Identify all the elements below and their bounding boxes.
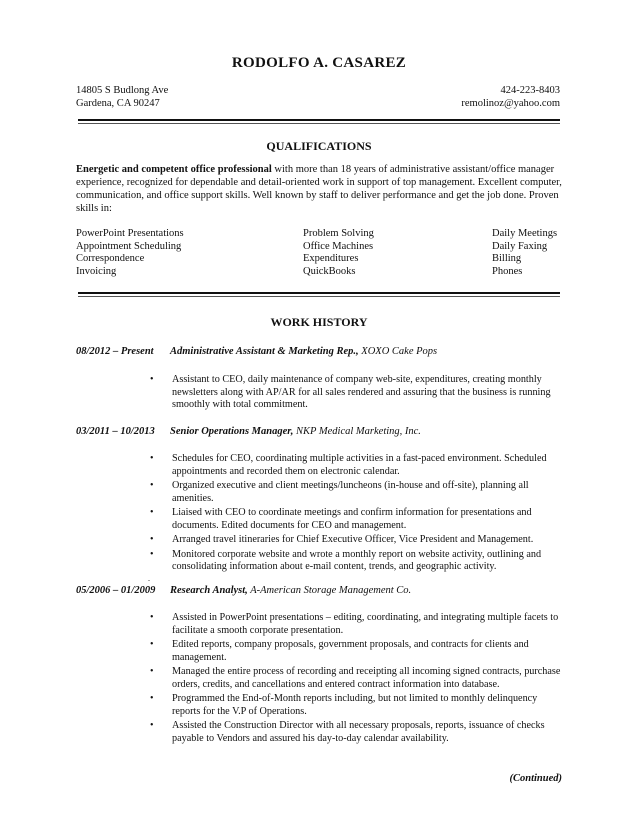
skill-item: Invoicing xyxy=(76,265,117,277)
phone-number: 424-223-8403 xyxy=(500,85,560,96)
job-duties-list xyxy=(170,374,562,414)
skill-item: Phones xyxy=(492,265,523,277)
qualifications-divider xyxy=(78,292,560,294)
summary-bold-lead: Energetic and competent office professional xyxy=(76,164,272,175)
qualifications-divider-thin xyxy=(78,296,560,297)
continued-note: (Continued) xyxy=(509,773,562,784)
skill-item: Billing xyxy=(492,253,522,264)
list-item: • Monitored corporate website and wrote a monthly report on website activity, outlining and consolidating information about e-mail content, trends, and geographic activity. xyxy=(170,549,562,574)
job-title-line xyxy=(170,426,421,437)
list-item: • Schedules for CEO, coordinating multiple activities in a fast-paced environment. Scheduled appointments and recorded them on electronic calendar. xyxy=(170,453,562,478)
address-line-1: 14805 S Budlong Ave xyxy=(76,85,169,96)
job-duties-list xyxy=(170,612,562,747)
list-item: • Programmed the End-of-Month reports including, but not limited to monthly delinquency reports for the V.P of Operations. xyxy=(170,693,562,718)
skill-item: Daily Faxing xyxy=(492,240,548,252)
skill-item: QuickBooks xyxy=(303,265,356,277)
skill-item: Appointment Scheduling xyxy=(76,240,182,252)
list-item: • Managed the entire process of recording and receipting all incoming signed contracts, purchase orders, credits, and cancellations and entered contract information into database. xyxy=(170,666,562,691)
header-divider-thin xyxy=(78,123,560,124)
qualifications-heading: QUALIFICATIONS xyxy=(266,139,372,153)
stray-dot: . xyxy=(148,574,150,583)
job-dates: 03/2011 – 10/2013 xyxy=(76,426,155,437)
list-item: • Assistant to CEO, daily maintenance of company web-site, expenditures, creating monthly newsletters along with AP/AR for all sales rendered and assuring that the business is running smoothly with total commitment. xyxy=(170,374,562,412)
list-item: • Assisted the Construction Director with all necessary proposals, reports, issuance of checks payable to Vendors and assured his day-to-day calendar availability. xyxy=(170,720,562,745)
contact-row-1 xyxy=(76,84,560,98)
contact-row-2 xyxy=(76,97,560,111)
skill-item: Expenditures xyxy=(303,253,359,264)
skills-column-3 xyxy=(492,228,557,278)
list-item: • Edited reports, company proposals, government proposals, and contracts for clients and management. xyxy=(170,639,562,664)
list-item: • Assisted in PowerPoint presentations – editing, coordinating, and integrating multiple facets to facilitate a smooth corporate presentation. xyxy=(170,612,562,637)
job-company: XOXO Cake Pops xyxy=(358,346,438,357)
job-company: NKP Medical Marketing, Inc. xyxy=(293,426,421,437)
skills-column-1 xyxy=(76,228,184,278)
job-dates: 08/2012 – Present xyxy=(76,346,154,357)
candidate-name: RODOLFO A. CASAREZ xyxy=(231,55,407,71)
summary-text: with more than 18 years of administrative assistant/office manager experience, recognized for dependable and detail-oriented work in support of top management. Excellent computer, communication, and office support skills. Well known by staff to deliver performance and get the job done. Proven skills in: xyxy=(76,164,562,214)
header-divider xyxy=(78,119,560,121)
job-title-line xyxy=(170,585,411,596)
job-position: Research Analyst, xyxy=(170,585,248,596)
job-position: Administrative Assistant & Marketing Rep., xyxy=(170,346,359,357)
qualifications-summary xyxy=(76,163,562,215)
skill-item: Office Machines xyxy=(303,240,374,252)
address-line-2: Gardena, CA 90247 xyxy=(76,98,160,109)
job-company: A-American Storage Management Co. xyxy=(247,585,412,596)
skill-item: Daily Meetings xyxy=(492,228,558,239)
job-position: Senior Operations Manager, xyxy=(170,426,294,437)
skill-item: PowerPoint Presentations xyxy=(76,228,184,239)
skills-column-2 xyxy=(303,228,374,278)
list-item: • Organized executive and client meetings/luncheons (in-house and off-site), planning all amenities. xyxy=(170,480,562,505)
list-item: • Arranged travel itineraries for Chief Executive Officer, Vice President and Management. xyxy=(170,534,562,547)
email-address: remolinoz@yahoo.com xyxy=(461,98,560,109)
job-duties-list xyxy=(170,453,562,576)
skill-item: Correspondence xyxy=(76,253,145,264)
job-title-line xyxy=(170,346,437,357)
work-history-heading: WORK HISTORY xyxy=(270,315,368,329)
skill-item: Problem Solving xyxy=(303,228,374,239)
job-dates: 05/2006 – 01/2009 xyxy=(76,585,156,596)
list-item: • Liaised with CEO to coordinate meetings and confirm information for presentations and documents. Edited documents for CEO and management. xyxy=(170,507,562,532)
